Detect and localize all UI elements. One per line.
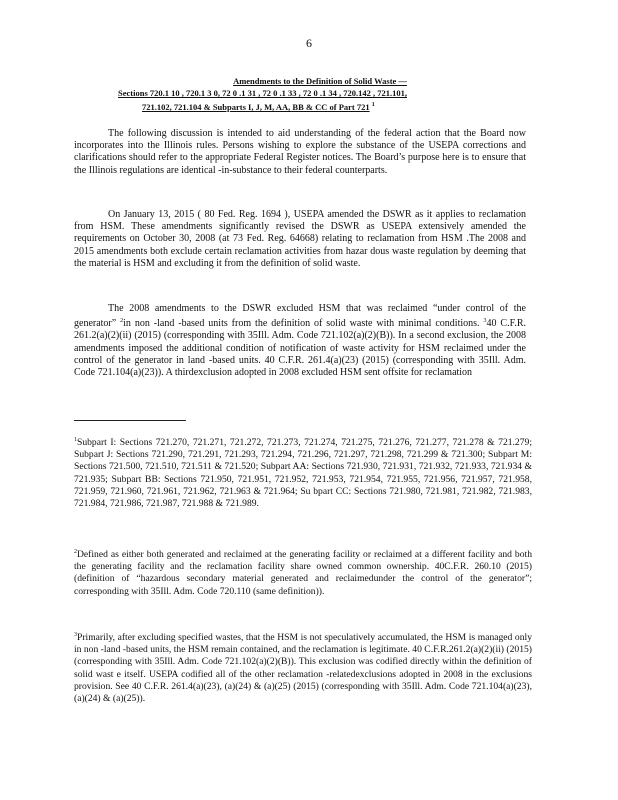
footnote-2: $^2$Defined as either both generated and reclaimed at the generating facility or reclaimed at a different facility and both the generating facility and the reclamation facility share owned common ownership. 40C.F.R. 260.10 (2015) (definition of “hazardous secondary material generated and reclaimedunder the control of the generator”; corresponding with 35Ill. Adm. Code 720.110 (same definition)). <box>74 549 532 597</box>
footnote-ref-2[interactable]: 2 <box>120 318 124 325</box>
footnote-number: 1 <box>74 437 77 443</box>
body-paragraph-2: On January 13, 2015 ( 80 Fed. Reg. 1694 ), USEPA amended the DSWR as it applies to reclamation from HSM. These amendments significantly revised the DSWR as USEPA extensively amended the requirements on October 30, 2008 (at 73 Fed. Reg. 64668) relating to reclamation from HSM .The 2008 and 2015 amendments both exclude certain reclamation activities from hazar dous waste regulation by deeming that the material is HSM and excluding it from the definition of solid waste. <box>74 209 526 269</box>
footnote-divider <box>74 420 186 421</box>
footnote-number: 3 <box>74 632 77 638</box>
body-paragraph-3: The 2008 amendments to the DSWR excluded HSM that was reclaimed “under control of the generator” $^2$in non -land -based units from the definition of solid waste with minimal conditions. $^3$40 C.F.R. 261.2(a)(2)(ii) (2015) (corresponding with 35Ill. Adm. Code 721.102(a)(2)(B)). In a second exclusion, the 2008 amendments imposed the additional condition of notification of waste activity for HSM reclaimed under the control of the generator in land -based units. 40 C.F.R. 261.4(a)(23) (2015) (corresponding with 35Ill. Adm. Code 721.104(a)(23)). A thirdexclusion adopted in 2008 excluded HSM sent offsite for reclamation <box>74 303 527 379</box>
page-number: 6 <box>306 36 312 50</box>
footnote-number: 2 <box>74 549 77 555</box>
footnote-3: $^3$Primarily, after excluding specified wastes, that the HSM is not speculatively accumulated, the HSM is managed only in non -land -based units, the HSM remain contained, and the reclamation is legitimate. 40 C.F.R.261.2(a)(2)(ii) (2015) (corresponding with 35Ill. Adm. Code 721.102(a)(2)(B)). This exclusion was codified directly within the definition of solid wast e itself. USEPA codified all of the other reclamation -relatedexclusions adopted in 2008 in the exclusions provision. See 40 C.F.R. 261.4(a)(23), (a)(24) & (a)(25) (2015) (corresponding with 35Ill. Adm. Code 721.104(a)(23), (a)(24) & (a)(25)). <box>74 632 532 705</box>
footnote-1: $^1$Subpart I: Sections 721.270, 721.271, 721.272, 721.273, 721.274, 721.275, 721.276, 721.277, 721.278 & 721.279; Subpart J: Sections 721.290, 721.291, 721.293, 721.294, 721.296, 721.297, 721.298, 721.299 & 721.300; Subpart M: Sections 721.500, 721.510, 721.511 & 721.520; Subpart AA: Sections 721.930, 721.931, 721.932, 721.933, 721.934 & 721.935; Subpart BB: Sections 721.950, 721.951, 721.952, 721.953, 721.954, 721.955, 721.956, 721.957, 721.958, 721.959, 721.960, 721.961, 721.962, 721.963 & 721.964; Su bpart CC: Sections 721.980, 721.981, 721.982, 721.983, 721.984, 721.986, 721.987, 721.988 & 721.989. <box>74 437 532 510</box>
body-paragraph-1: The following discussion is intended to aid understanding of the federal action that the Board now incorporates into the Illinois rules. Persons wishing to explore the substance of the USEPA corrections and clarifications should refer to the appropriate Federal Register notices. The Board’s purpose here is to ensure that the Illinois regulations are identical -in-substance to their federal counterparts. <box>74 128 526 176</box>
footnote-ref-3[interactable]: 3 <box>483 318 487 325</box>
section-heading-line-1: Amendments to the Definition of Solid Waste — <box>233 76 407 86</box>
footnote-ref-1[interactable]: 1 <box>371 102 375 108</box>
section-heading-line-3: 721.102, 721.104 & Subparts I, J, M, AA, BB & CC of Part 721 $^1$ <box>142 102 375 112</box>
section-heading-line-2: Sections 720.1 10 , 720.1 3 0, 72 0 .1 31 , 72 0 .1 33 , 72 0 .1 34 , 720.142 , 721.101, <box>118 88 407 98</box>
